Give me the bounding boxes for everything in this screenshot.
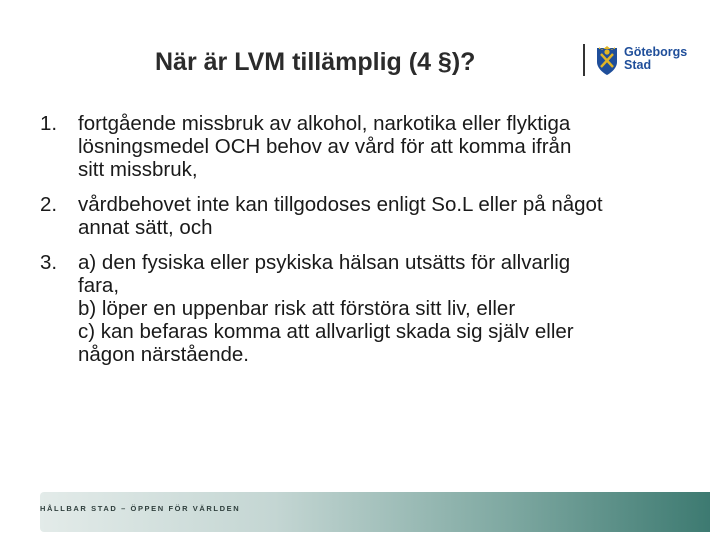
city-crest-icon	[594, 45, 620, 77]
list-item-number: 3.	[40, 251, 58, 274]
list-item	[38, 251, 698, 366]
list-item-text: fortgående missbruk av alkohol, narkotika eller flyktiga	[78, 112, 571, 135]
criteria-list	[38, 112, 698, 378]
list-item	[38, 112, 698, 181]
footer-slogan: HÅLLBAR STAD – ÖPPEN FÖR VÄRLDEN	[40, 504, 241, 513]
list-item-text: a) den fysiska eller psykiska hälsan utsätts för allvarlig	[78, 251, 571, 274]
logo-wordmark	[624, 46, 687, 72]
list-item-text: någon närstående.	[78, 343, 249, 366]
list-item-text: vårdbehovet inte kan tillgodoses enligt So.L eller på något	[78, 193, 603, 216]
title-divider	[583, 44, 585, 76]
list-item-text: fara,	[78, 274, 120, 297]
goteborgs-stad-logo	[594, 44, 694, 78]
list-item-text: c) kan befaras komma att allvarligt skada sig själv eller	[78, 320, 574, 343]
logo-line-2: Stad	[624, 58, 652, 72]
slide-title: När är LVM tillämplig (4 §)?	[155, 48, 476, 76]
list-item-text: lösningsmedel OCH behov av vård för att komma ifrån	[78, 135, 572, 158]
footer-band	[40, 492, 710, 532]
list-item-text: sitt missbruk,	[78, 158, 198, 181]
list-item-text: annat sätt, och	[78, 216, 213, 239]
list-item-number: 2.	[40, 193, 58, 216]
logo-line-1: Göteborgs	[624, 45, 688, 59]
list-item	[38, 193, 698, 239]
list-item-number: 1.	[40, 112, 58, 135]
list-item-text: b) löper en uppenbar risk att förstöra sitt liv, eller	[78, 297, 516, 320]
